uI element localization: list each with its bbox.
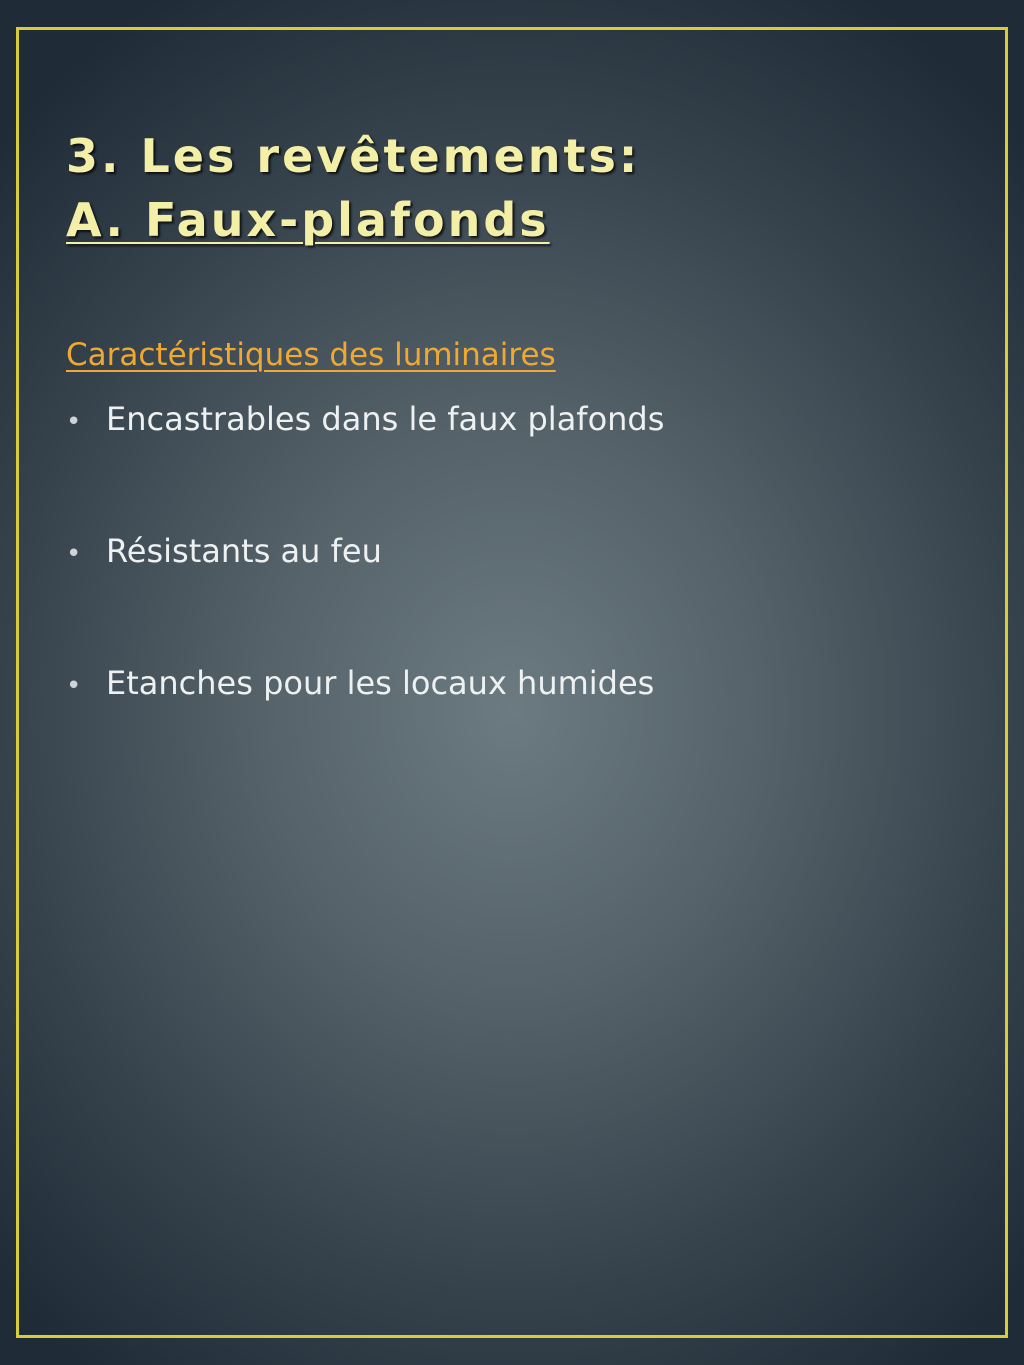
- bullet-text: Encastrables dans le faux plafonds: [106, 400, 665, 438]
- slide-title: [66, 124, 640, 252]
- title-line-1: 3. Les revêtements:: [66, 129, 641, 183]
- bullet-icon: •: [66, 671, 82, 701]
- bullet-icon: •: [66, 407, 82, 437]
- section-subheading: Caractéristiques des luminaires: [66, 337, 556, 373]
- bullet-list: [66, 397, 664, 793]
- bullet-item: [66, 661, 664, 793]
- bullet-text: Etanches pour les locaux humides: [106, 664, 655, 702]
- bullet-text: Résistants au feu: [106, 532, 382, 570]
- bullet-item: [66, 529, 664, 661]
- bullet-item: [66, 397, 664, 529]
- title-line-2: A. Faux-plafonds: [66, 193, 550, 247]
- bullet-icon: •: [66, 539, 82, 569]
